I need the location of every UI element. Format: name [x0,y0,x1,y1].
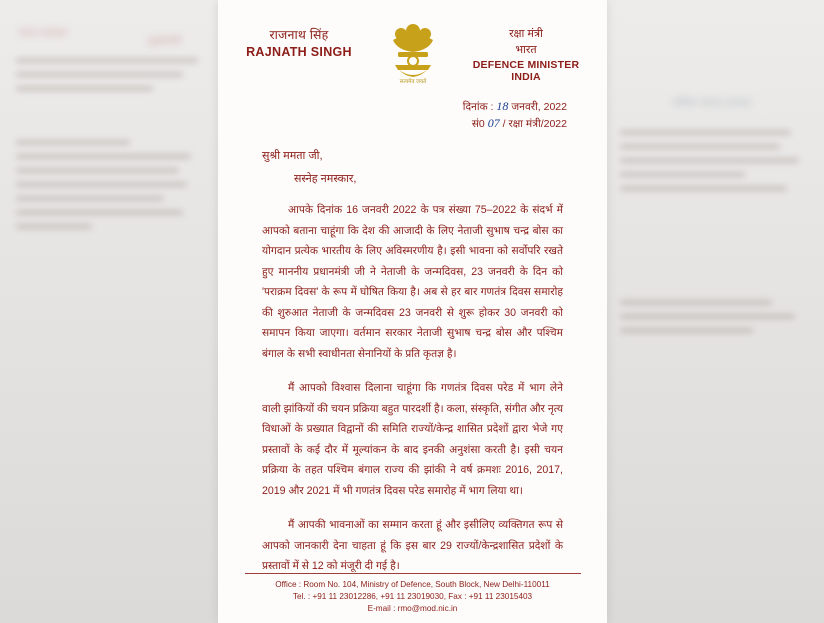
background-ghost-text-left: भारत सरकार [18,28,68,39]
office-title-english-1: DEFENCE MINISTER [472,59,580,71]
salutation: सुश्री ममता जी, [262,150,323,162]
letter-page [218,0,607,623]
reference-rest: / रक्षा मंत्री/2022 [502,118,567,130]
date-reference-block [218,98,567,132]
background-text-block-right-lower [620,300,810,342]
date-line [218,98,567,115]
sender-name-block [240,20,358,59]
footer-email: E-mail : rmo@mod.nic.in [367,604,458,613]
body-paragraph-1: आपके दिनांक 16 जनवरी 2022 के पत्र संख्या 75–2022 के संदर्भ में आपको बताना चाहूंगा कि देश की आजादी के लिए नेताजी सुभाष चन्द्र बोस का योगदान प्रत्येक भारतीय के लिए अविस्मरणीय है। इसी भावना को सर्वोपरि रखते हुए माननीय प्रधानमंत्री जी ने नेताजी के जन्मदिवस, 23 जनवरी के दिन को 'पराक्रम दिवस' के रूप में घोषित किया है। अब से हर बार गणतंत्र दिवस समारोह की शुरुआत नेताजी के जन्मदिवस 23 जनवरी से शुरू होकर 30 जनवरी को समापन किया जाएगा। वर्तमान सरकार नेताजी सुभाष चन्द्र बोस और पश्चिम बंगाल के सभी स्वाधीनता सेनानियों के प्रति कृतज्ञ है। [262,204,563,360]
office-title-block [467,20,585,83]
date-rest: जनवरी, 2022 [511,101,567,113]
background-text-block-left [16,58,206,100]
sender-name-hindi: राजनाथ सिंह [269,28,329,42]
footer-phone: Tel. : +91 11 23012286, +91 11 23019030, Fax : +91 11 23015403 [292,592,533,601]
body-paragraph-2: मैं आपको विश्वास दिलाना चाहूंगा कि गणतंत्र दिवस परेड में भाग लेने वाली झांकियों की चयन प्रक्रिया बहुत पारदर्शी है। कला, संस्कृति, संगीत और नृत्य विधाओं के प्रख्यात विद्वानों की समिति राज्यों/केन्द्र शासित प्रदेशों द्वारा भेजे गए प्रस्तावों के कई दौर में मूल्यांकन के बाद इनकी अनुशंसा करती है। इसी चयन प्रक्रिया के तहत पश्चिम बंगाल राज्य की झांकी ने वर्ष क्रमशः 2016, 2017, 2019 और 2021 में भी गणतंत्र दिवस परेड समारोह में भाग लिया था। [262,382,563,497]
footer-divider [245,573,581,574]
background-ghost-text-right: पश्चिम बंगाल सरकार [672,98,752,109]
reference-label: सं0 [471,118,485,130]
date-label: दिनांक : [462,101,494,113]
reference-line [218,115,567,132]
letterhead [218,0,607,84]
background-text-block-left-lower [16,140,206,238]
background-text-block-right [620,130,810,200]
body-paragraph-3: मैं आपकी भावनाओं का सम्मान करता हूं और इसीलिए व्यक्तिगत रूप से आपको जानकारी देना चाहता हूं कि इस बार 29 राज्यों/केन्द्रशासित प्रदेशों के प्रस्तावों में से 12 को मंजूरी दी गई है। [262,519,563,572]
letter-footer [218,573,607,615]
office-title-english-2: INDIA [511,71,541,83]
india-state-emblem-icon [382,20,444,84]
office-title-hindi-2: भारत [515,44,537,56]
background-ghost-text-left-mid: मुख्यमंत्री [148,36,182,47]
sender-name-english: RAJNATH SINGH [246,45,352,59]
office-title-hindi-1: रक्षा मंत्री [509,28,543,40]
date-value: 18 [496,99,509,113]
footer-address: Office : Room No. 104, Ministry of Defence, South Block, New Delhi-110011 [275,580,550,589]
greeting: सस्नेह नमस्कार, [294,173,357,185]
svg-text:सत्यमेव जयते: सत्यमेव जयते [399,79,426,84]
reference-value: 07 [487,116,500,130]
